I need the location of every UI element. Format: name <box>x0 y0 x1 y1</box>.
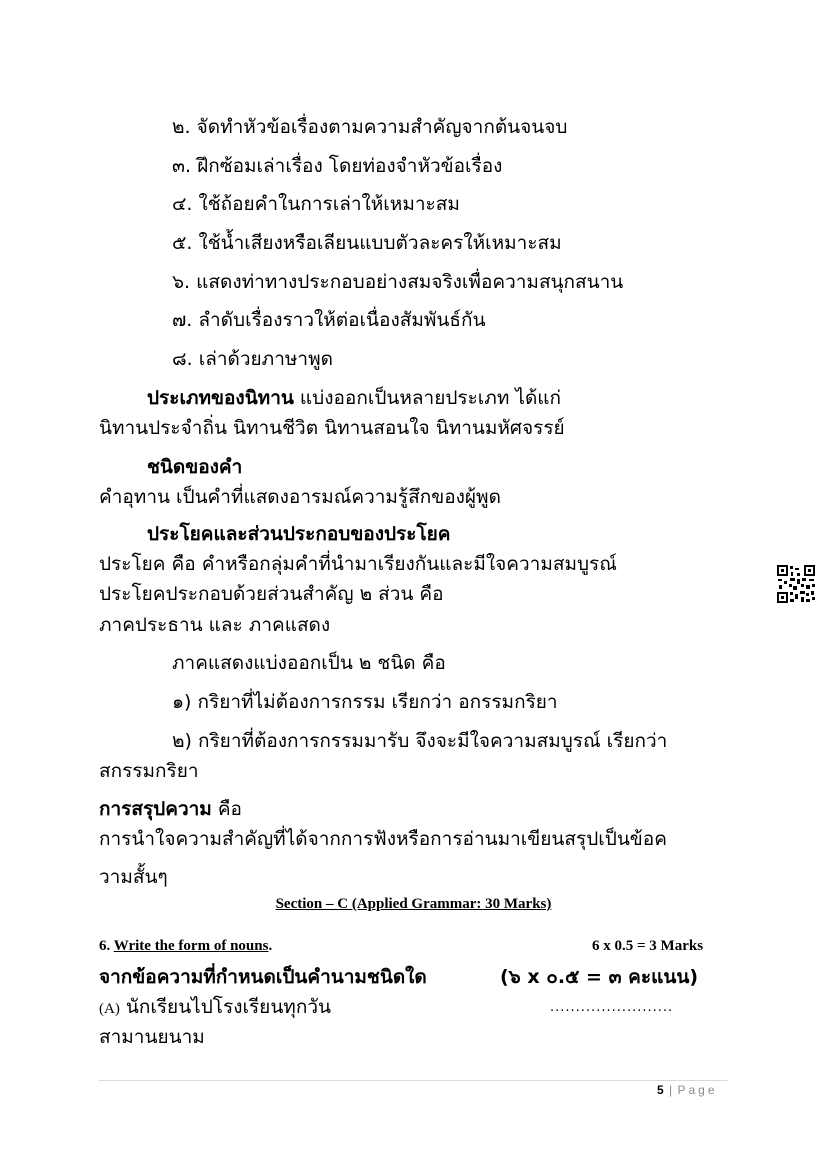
sentence-definition: ประโยค คือ คำหรือกลุ่มคำที่นำมาเรียงกันและมีใจความสมบูรณ์ <box>99 553 617 575</box>
answer-blank: ........................ <box>550 1000 674 1015</box>
sentence-heading: ประโยคและส่วนประกอบของประโยค <box>147 523 451 545</box>
option-a-answer: สามานยนาม <box>99 1026 205 1048</box>
question-6-thai-prompt: จากข้อความที่กำหนดเป็นคำนามชนิดใด <box>99 966 427 988</box>
story-step-8: ๘. เล่าด้วยภาษาพูด <box>172 348 333 370</box>
page-word: Page <box>677 1083 718 1097</box>
question-6-heading <box>99 938 272 955</box>
story-step-2: ๒. จัดทำหัวข้อเรื่องตามความสำคัญจากต้นจนจบ <box>172 116 568 138</box>
story-step-5: ๕. ใช้น้ำเสียงหรือเลียนแบบตัวละครให้เหมาะสม <box>172 232 562 254</box>
fable-types-intro: แบ่งออกเป็นหลายประเภท ได้แก่ <box>293 387 562 409</box>
predicate-type-2: ๒) กริยาที่ต้องการกรรมมารับ จึงจะมีใจความสมบูรณ์ เรียกว่า <box>172 730 668 752</box>
fable-types-heading: ประเภทของนิทาน <box>147 387 294 409</box>
section-title: Section – C (Applied Grammar: 30 Marks) <box>275 896 552 912</box>
predicate-intro: ภาคแสดงแบ่งออกเป็น ๒ ชนิด คือ <box>172 652 446 674</box>
summary-definition: การนำใจความสำคัญที่ได้จากการฟังหรือการอ่านมาเขียนสรุปเป็นข้อค <box>99 828 667 850</box>
summary-heading: การสรุปความ <box>99 798 212 820</box>
option-a-text: นักเรียนไปโรงเรียนทุกวัน <box>119 996 331 1018</box>
fable-types-list: นิทานประจำถิ่น นิทานชีวิต นิทานสอนใจ นิทานมหัศจรรย์ <box>99 417 565 439</box>
summary-line <box>99 796 242 822</box>
predicate-type-2-cont: สกรรมกริยา <box>99 760 199 782</box>
qr-code-icon <box>776 564 816 604</box>
question-6-period: . <box>268 938 273 954</box>
sentence-parts: ประโยคประกอบด้วยส่วนสำคัญ ๒ ส่วน คือ <box>99 583 444 605</box>
footer-separator: | <box>669 1083 673 1097</box>
summary-definition-cont: วามสั้นๆ <box>99 866 168 888</box>
story-step-7: ๗. ลำดับเรื่องราวให้ต่อเนื่องสัมพันธ์กัน <box>172 309 486 331</box>
option-a <box>99 994 331 1022</box>
interjection-definition: คำอุทาน เป็นคำที่แสดงอารมณ์ความรู้สึกของผู้พูด <box>99 486 501 508</box>
option-a-label: (A) <box>99 1001 120 1017</box>
page-number: 5 <box>657 1083 664 1097</box>
summary-is: คือ <box>211 798 242 820</box>
word-types-heading: ชนิดของคำ <box>147 456 243 478</box>
question-6-prompt: Write the form of nouns <box>113 938 269 954</box>
question-6-thai-marks: (๖ x ๐.๕ = ๓ คะแนน) <box>500 966 698 988</box>
story-step-6: ๖. แสดงท่าทางประกอบอย่างสมจริงเพื่อความสนุกสนาน <box>172 271 624 293</box>
page-footer <box>657 1083 718 1097</box>
footer-divider <box>99 1080 728 1081</box>
fable-types-line <box>147 385 561 411</box>
predicate-type-1: ๑) กริยาที่ไม่ต้องการกรรม เรียกว่า อกรรมกริยา <box>172 691 558 713</box>
question-6-marks: 6 x 0.5 = 3 Marks <box>592 938 704 954</box>
story-step-3: ๓. ฝึกซ้อมเล่าเรื่อง โดยท่องจำหัวข้อเรื่อง <box>172 155 503 177</box>
story-step-4: ๔. ใช้ถ้อยคำในการเล่าให้เหมาะสม <box>172 193 460 215</box>
question-6-number: 6. <box>99 938 114 954</box>
sentence-parts-list: ภาคประธาน และ ภาคแสดง <box>99 614 331 636</box>
